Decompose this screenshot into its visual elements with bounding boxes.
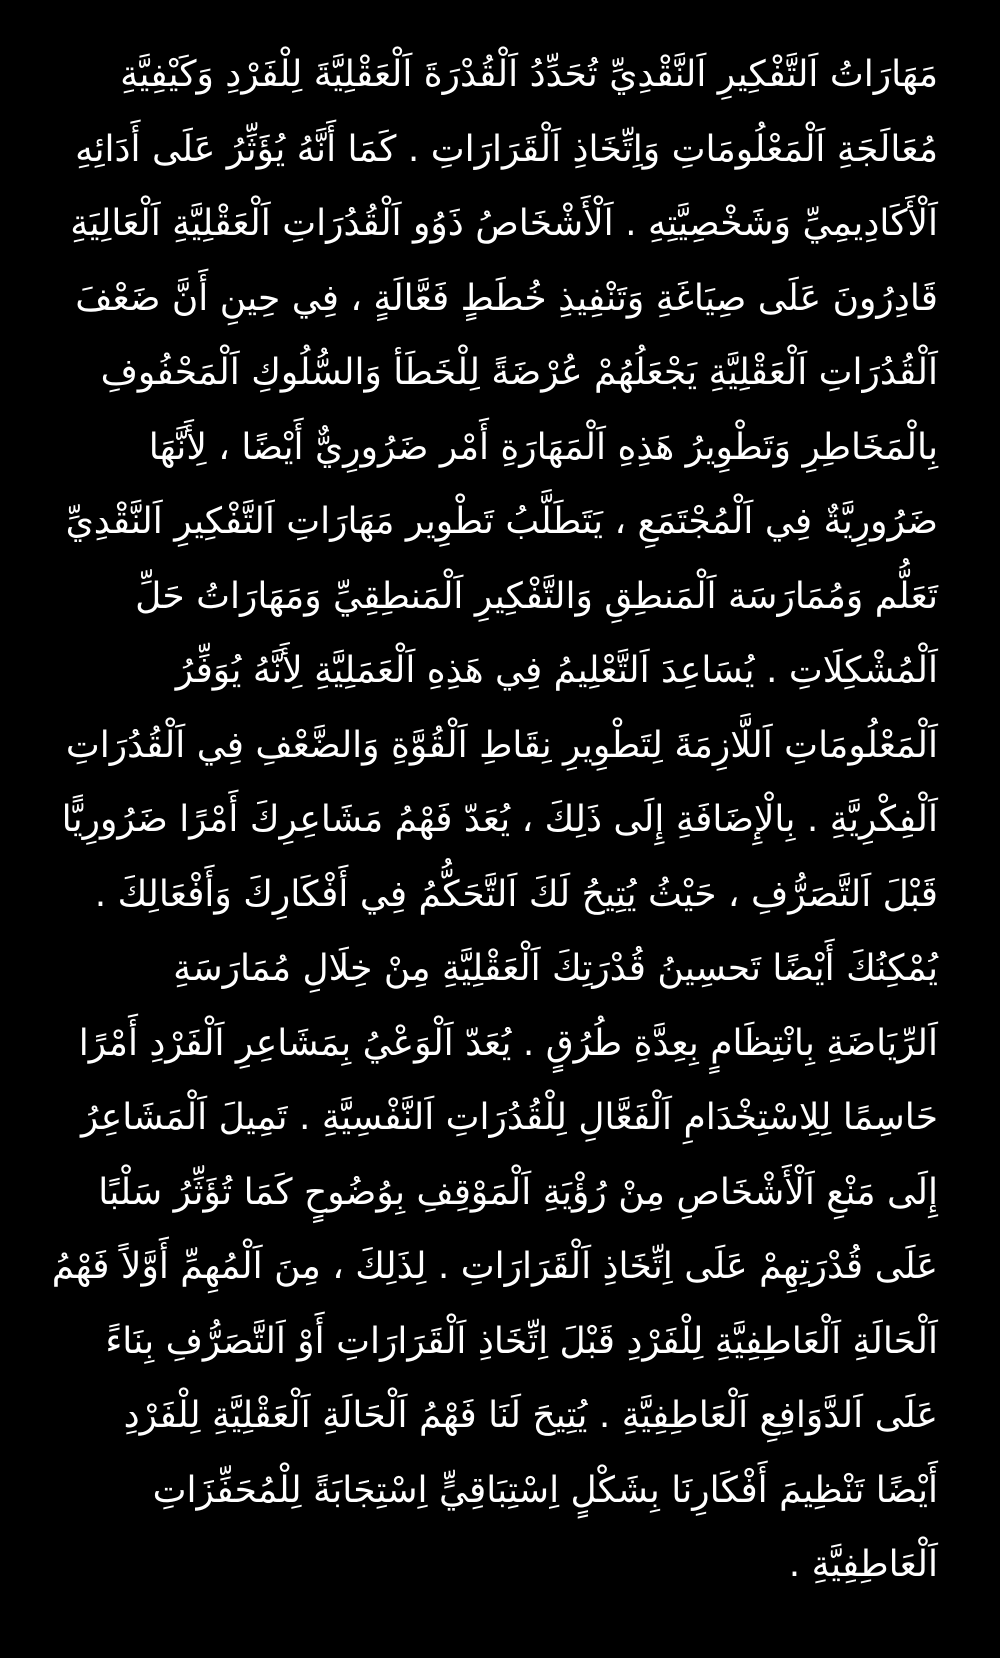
- text-line-8: تَعَلُّم وَمُمَارَسَة اَلْمَنطِقِ وَالتَّفْكِيرِ اَلْمَنطِقِيِّ وَمَهَارَاتُ حَلِّ: [135, 575, 938, 617]
- text-line-6: بِالْمَخَاطِرِ وَتَطْوِيرُ هَذِهِ اَلْمَهَارَةِ أَمْر ضَرُورِيٌّ أَيْضًا ، لِأَنَّهَا: [148, 426, 938, 468]
- text-line-17: عَلَى قُدْرَتِهِمْ عَلَى اِتِّخَاذِ اَلْقَرَارَاتِ . لِذَلِكَ ، مِنَ اَلْمُهِمِّ أَوَّلاً فَهْمُ: [51, 1246, 938, 1287]
- text-line-18: اَلْحَالَةِ اَلْعَاطِفِيَّةِ لِلْفَرْدِ قَبْلَ اِتِّخَاذِ اَلْقَرَارَاتِ أَوْ اَلتَّصَرُّفِ بِنَاءً: [105, 1320, 938, 1362]
- text-line-21: اَلْعَاطِفِيَّةِ .: [788, 1544, 938, 1585]
- text-line-10: اَلْمَعْلُومَاتِ اَللَّازِمَةَ لِتَطْوِيرِ نِقَاطِ اَلْقُوَّةِ وَالضَّعْفِ فِي اَلْقُدُرَاتِ: [65, 724, 938, 766]
- text-line-19: عَلَى اَلدَّوَافِعِ اَلْعَاطِفِيَّةِ . يُتِيحَ لَنَا فَهْمُ اَلْحَالَةِ اَلْعَقْلِيَّةِ لِلْفَرْدِ: [123, 1395, 938, 1436]
- text-line-9: اَلْمُشْكِلَاتِ . يُسَاعِدَ اَلتَّعْلِيمُ فِي هَذِهِ اَلْعَمَلِيَّةِ لِأَنَّهُ يُوَفِّرُ: [175, 650, 938, 691]
- arabic-paragraph: [51, 38, 938, 1603]
- text-line-20: أَيْضًا تَنْظِيمَ أَفْكَارِنَا بِشَكْلٍ اِسْتِبَاقِيٍّ اِسْتِجَابَةً لِلْمُحَفِّزَاتِ: [152, 1469, 938, 1511]
- text-line-12: قَبْلَ اَلتَّصَرُّفِ ، حَيْثُ يُتِيحُ لَكَ اَلتَّحَكُّمُ فِي أَفْكَارِكَ وَأَفْعَالِكَ .: [94, 873, 938, 915]
- text-line-1: مَهَارَاتُ اَلتَّفْكِيرِ اَلنَّقْدِيِّ تُحَدِّدُ اَلْقُدْرَةَ اَلْعَقْلِيَّةَ لِلْفَرْدِ وَكَيْفِيَّةِ: [120, 54, 938, 95]
- text-line-13: يُمْكِنُكَ أَيْضًا تَحسِينُ قُدْرَتِكَ اَلْعَقْلِيَّةِ مِنْ خِلَالِ مُمَارَسَةِ: [173, 948, 938, 989]
- text-line-7: ضَرُورِيَّةٌ فِي اَلْمُجْتَمَعِ ، يَتَطَلَّبُ تَطْوِير مَهَارَاتِ اَلتَّفْكِيرِ اَلنَّقْدِيِّ: [65, 501, 938, 542]
- text-line-16: إِلَى مَنْعِ اَلْأَشْخَاصِ مِنْ رُؤْيَةِ اَلْمَوْقِفِ بِوُضُوحٍ كَمَا تُؤَثِّرُ سَلْبًا: [98, 1171, 938, 1213]
- text-line-3: اَلْأَكَادِيمِيِّ وَشَخْصِيَّتِهِ . اَلْأَشْخَاصُ ذَوُو اَلْقُدُرَاتِ اَلْعَقْلِيَّةِ اَلْعَالِيَةِ: [70, 203, 938, 244]
- text-line-2: مُعَالَجَةِ اَلْمَعْلُومَاتِ وَاِتِّخَاذِ اَلْقَرَارَاتِ . كَمَا أَنَّهُ يُؤَثِّرُ عَلَى أَدَائِهِ: [75, 128, 938, 170]
- text-line-14: اَلرِّيَاضَةِ بِانْتِظَامٍ بِعِدَّةِ طُرُقٍ . يُعَدّ اَلْوَعْيُ بِمَشَاعِرِ اَلْفَرْدِ أَمْرًا: [78, 1022, 938, 1064]
- text-line-4: قَادِرُونَ عَلَى صِيَاغَةِ وَتَنْفِيذِ خُطَطٍ فَعَّالَةٍ ، فِي حِينِ أَنَّ ضَعْفَ: [75, 277, 938, 319]
- text-line-5: اَلْقُدُرَاتِ اَلْعَقْلِيَّةِ يَجْعَلُهُمْ عُرْضَةً لِلْخَطَأ وَالسُّلُوكِ اَلْمَحْفُوفِ: [100, 352, 938, 393]
- text-line-11: اَلْفِكْرِيَّةِ . بِالْإِضَافَةِ إِلَى ذَلِكَ ، يُعَدّ فَهْمُ مَشَاعِرِكَ أَمْرًا ضَرُورِيًّا: [61, 799, 938, 840]
- text-line-15: حَاسِمًا لِلِاسْتِخْدَامِ اَلْفَعَّالِ لِلْقُدُرَاتِ اَلنَّفْسِيَّةِ . تَمِيلَ اَلْمَشَاعِرُ: [80, 1097, 938, 1138]
